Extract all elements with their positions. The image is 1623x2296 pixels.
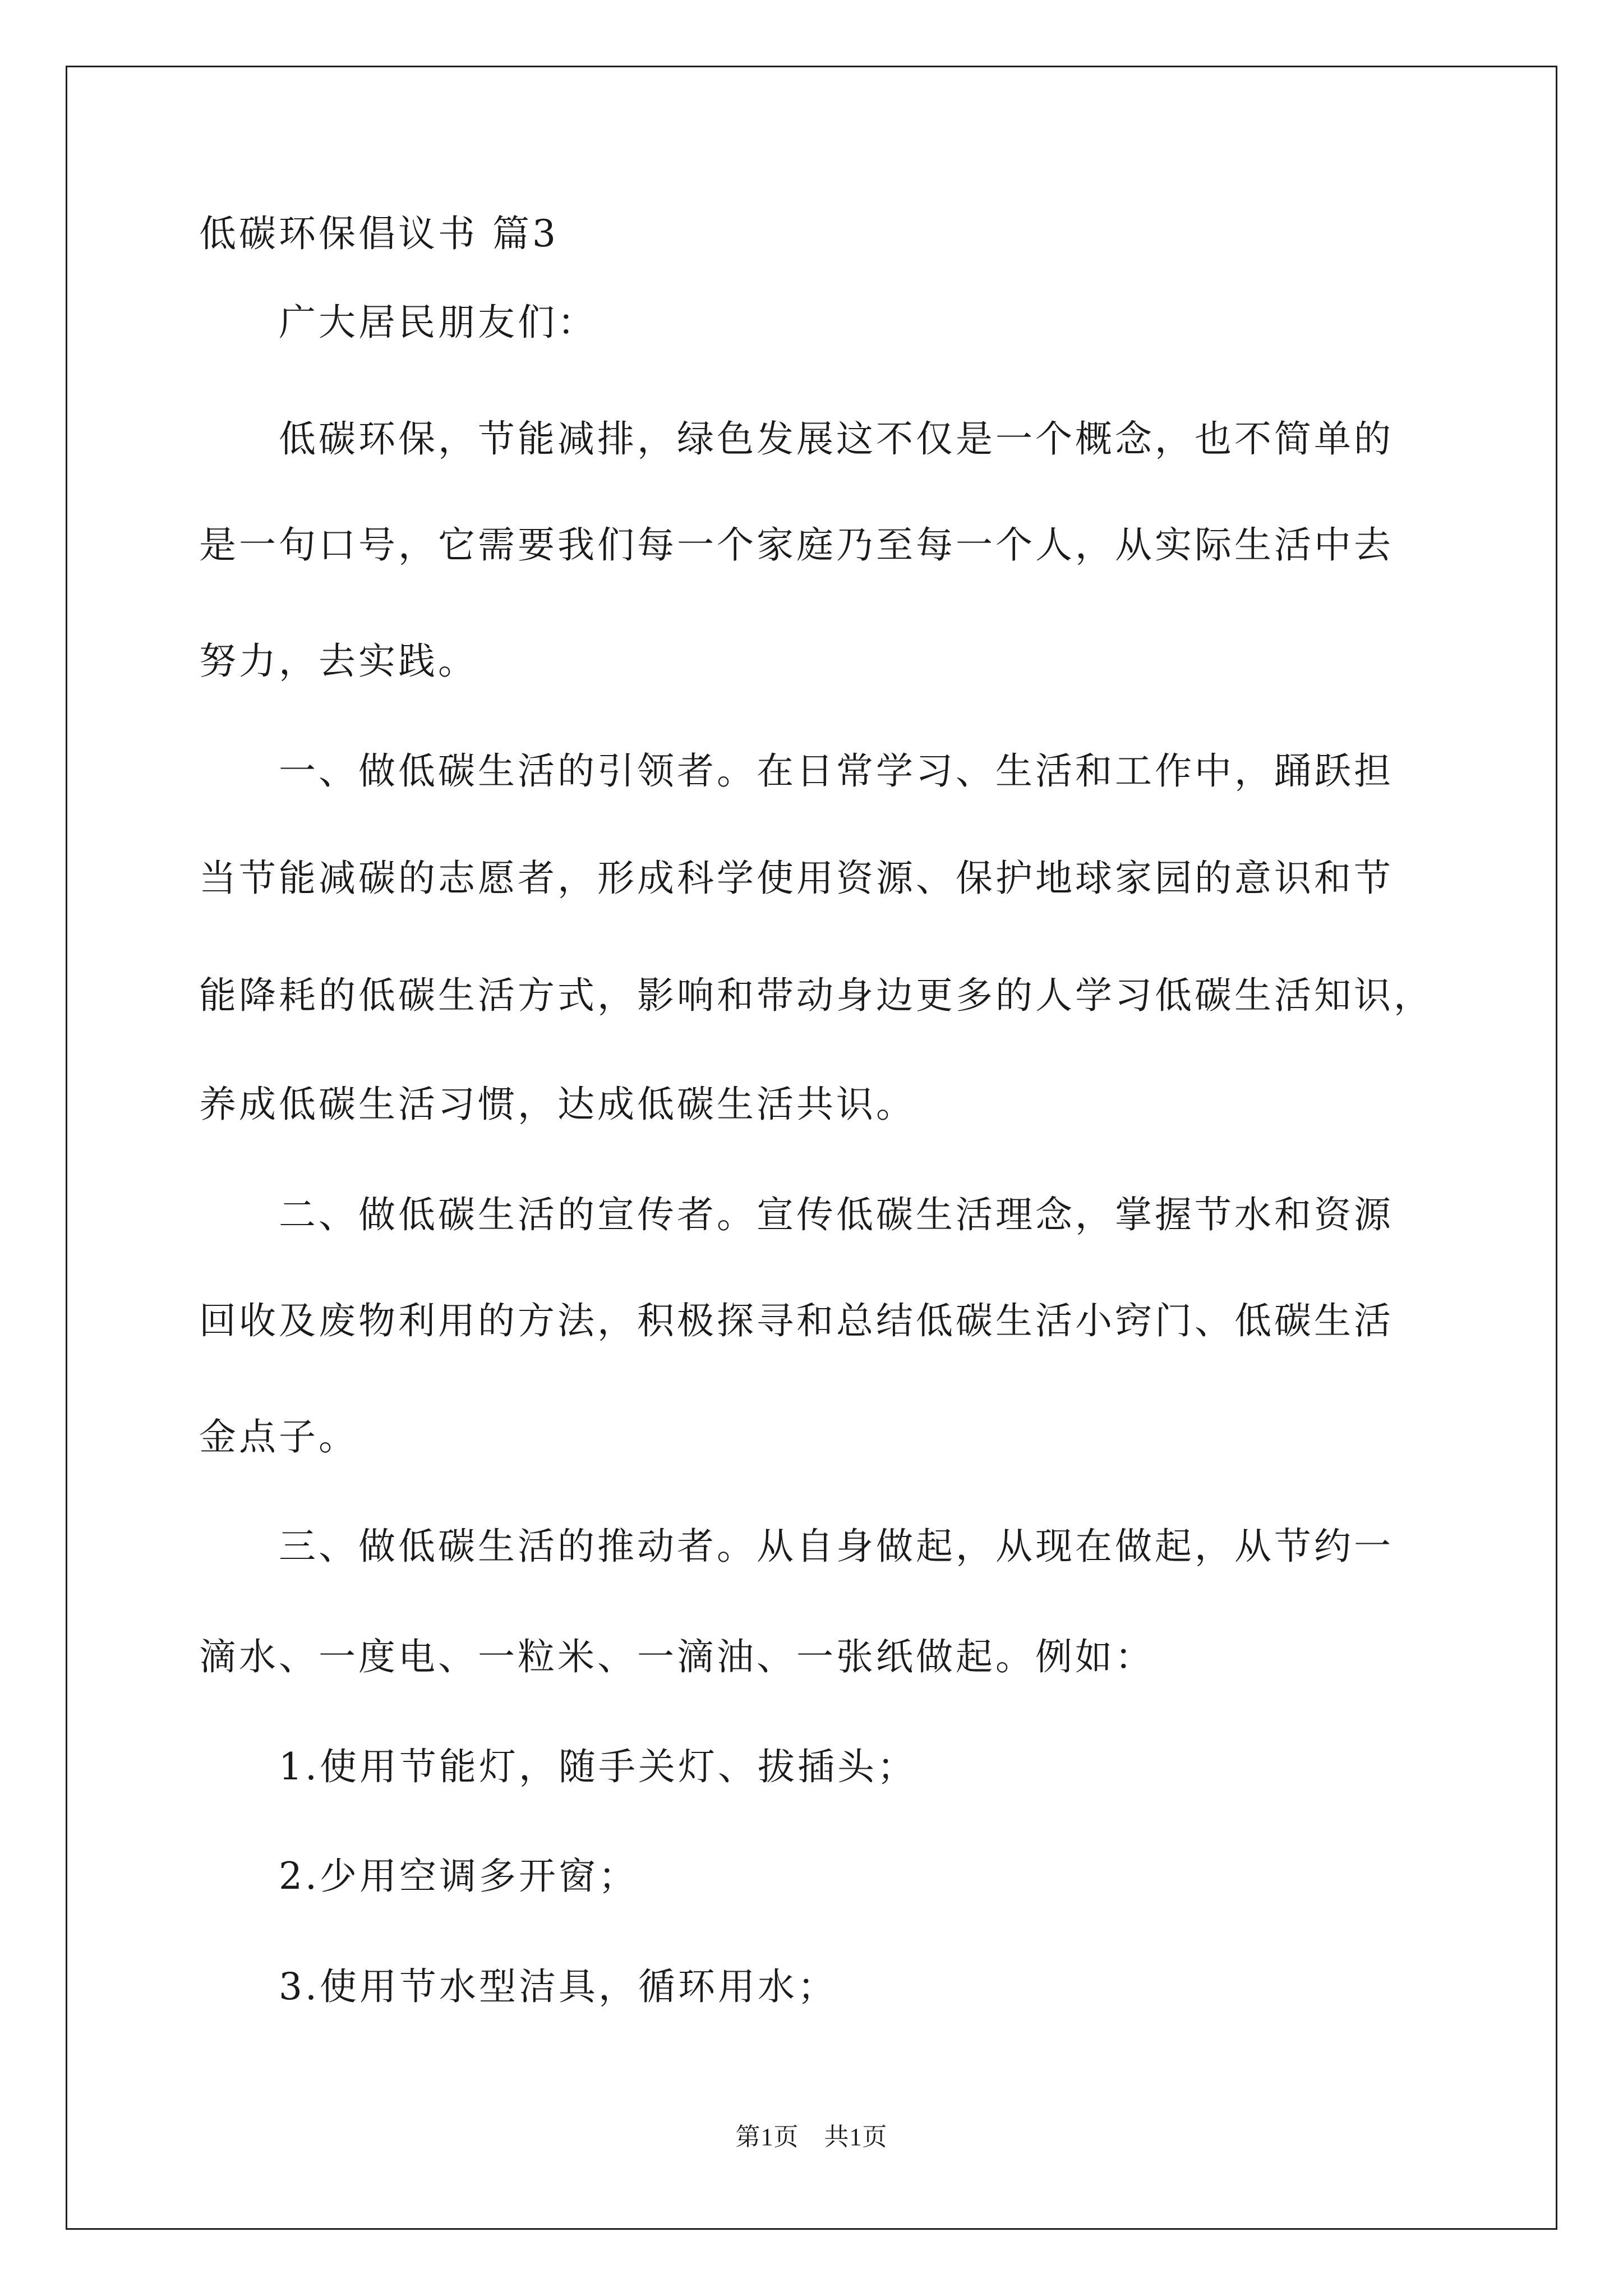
page-border — [66, 66, 1557, 2230]
list-item: 2.少用空调多开窗； — [279, 1855, 638, 1898]
salutation: 广大居民朋友们： — [279, 301, 597, 344]
list-item: 3.使用节水型洁具，循环用水； — [279, 1965, 837, 2008]
paragraph-line: 二、做低碳生活的宣传者。宣传低碳生活理念，掌握节水和资源 — [279, 1193, 1394, 1236]
paragraph-line: 低碳环保，节能减排，绿色发展这不仅是一个概念，也不简单的 — [279, 417, 1394, 461]
document-title: 低碳环保倡议书 篇3 — [199, 212, 559, 255]
paragraph-line: 养成低碳生活习惯，达成低碳生活共识。 — [199, 1083, 916, 1126]
paragraph-line: 是一句口号，它需要我们每一个家庭乃至每一个人，从实际生活中去 — [199, 523, 1394, 567]
paragraph-line: 当节能减碳的志愿者，形成科学使用资源、保护地球家园的意识和节 — [199, 857, 1394, 900]
list-item: 1.使用节能灯，随手关灯、拔插头； — [279, 1745, 917, 1788]
paragraph-line: 一、做低碳生活的引领者。在日常学习、生活和工作中，踊跃担 — [279, 749, 1394, 793]
paragraph-line: 努力，去实践。 — [199, 639, 478, 683]
paragraph-line: 滴水、一度电、一粒米、一滴油、一张纸做起。例如： — [199, 1635, 1155, 1678]
page-footer: 第1页 共1页 — [735, 2123, 888, 2151]
paragraph-line: 回收及废物利用的方法，积极探寻和总结低碳生活小窍门、低碳生活 — [199, 1299, 1394, 1342]
paragraph-line: 能降耗的低碳生活方式，影响和带动身边更多的人学习低碳生活知识， — [199, 974, 1433, 1017]
paragraph-line: 金点子。 — [199, 1415, 358, 1458]
paragraph-line: 三、做低碳生活的推动者。从自身做起，从现在做起，从节约一 — [279, 1525, 1394, 1568]
